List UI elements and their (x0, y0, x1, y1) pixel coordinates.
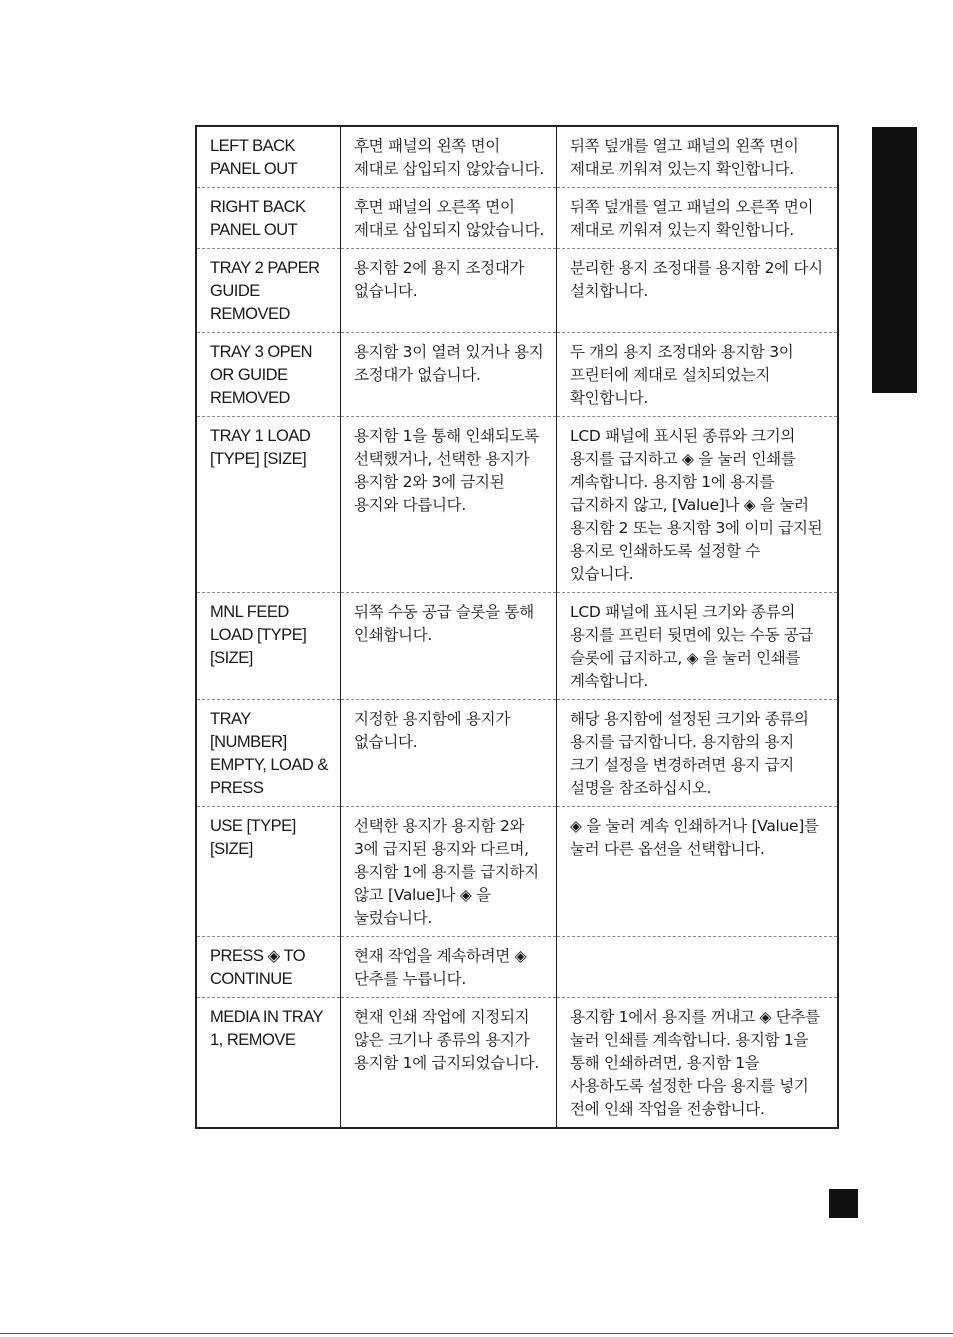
message-cell: RIGHT BACK PANEL OUT (196, 188, 341, 249)
message-cell: USE [TYPE] [SIZE] (196, 807, 341, 937)
table-row (196, 807, 838, 937)
table-row (196, 700, 838, 807)
message-cell: MEDIA IN TRAY 1, REMOVE (196, 998, 341, 1129)
table-body (196, 126, 838, 1128)
table-row (196, 593, 838, 700)
description-cell: 현재 작업을 계속하려면 ◈ 단추를 누릅니다. (341, 937, 557, 998)
description-cell: 후면 패널의 오른쪽 면이 제대로 삽입되지 않았습니다. (341, 188, 557, 249)
table-row (196, 249, 838, 333)
description-cell: 용지함 2에 용지 조정대가 없습니다. (341, 249, 557, 333)
page-bottom-rule (0, 1333, 953, 1334)
action-cell: 뒤쪽 덮개를 열고 패널의 왼쪽 면이 제대로 끼워져 있는지 확인합니다. (557, 126, 839, 188)
description-cell: 지정한 용지함에 용지가 없습니다. (341, 700, 557, 807)
message-cell: MNL FEED LOAD [TYPE] [SIZE] (196, 593, 341, 700)
action-cell: LCD 패널에 표시된 종류와 크기의 용지를 급지하고 ◈ 을 눌러 인쇄를 계속합니다. 용지함 1에 용지를 급지하지 않고, [Value]나 ◈ 을 눌러 용지함 2 또는 용지함 3에 이미 급지된 용지로 인쇄하도록 설정할 수 있습니다. (557, 417, 839, 593)
page-marker (829, 1189, 858, 1218)
description-cell: 후면 패널의 왼쪽 면이 제대로 삽입되지 않았습니다. (341, 126, 557, 188)
table-row (196, 188, 838, 249)
action-cell: 해당 용지함에 설정된 크기와 종류의 용지를 급지합니다. 용지함의 용지 크기 설정을 변경하려면 용지 급지 설명을 참조하십시오. (557, 700, 839, 807)
description-cell: 용지함 1을 통해 인쇄되도록 선택했거나, 선택한 용지가 용지함 2와 3에 금지된 용지와 다릅니다. (341, 417, 557, 593)
table-row (196, 126, 838, 188)
action-cell: 두 개의 용지 조정대와 용지함 3이 프린터에 제대로 설치되었는지 확인합니다. (557, 333, 839, 417)
table-row (196, 417, 838, 593)
message-cell: LEFT BACK PANEL OUT (196, 126, 341, 188)
message-cell: PRESS ◈ TO CONTINUE (196, 937, 341, 998)
action-cell (557, 937, 839, 998)
table-row (196, 333, 838, 417)
description-cell: 선택한 용지가 용지함 2와 3에 급지된 용지와 다르며, 용지함 1에 용지를 급지하지 않고 [Value]나 ◈ 을 눌렀습니다. (341, 807, 557, 937)
action-cell: 용지함 1에서 용지를 꺼내고 ◈ 단추를 눌러 인쇄를 계속합니다. 용지함 1을 통해 인쇄하려면, 용지함 1을 사용하도록 설정한 다음 용지를 넣기 전에 인쇄 작업을 전송합니다. (570, 1008, 820, 1118)
action-cell: LCD 패널에 표시된 크기와 종류의 용지를 프린터 뒷면에 있는 수동 공급 슬롯에 급지하고, ◈ 을 눌러 인쇄를 계속합니다. (557, 593, 839, 700)
action-cell: 뒤쪽 덮개를 열고 패널의 오른쪽 면이 제대로 끼워져 있는지 확인합니다. (557, 188, 839, 249)
action-cell: ◈ 을 눌러 계속 인쇄하거나 [Value]를 눌러 다른 옵션을 선택합니다. (557, 807, 839, 937)
message-cell: TRAY 2 PAPER GUIDE REMOVED (196, 249, 341, 333)
message-cell: TRAY [NUMBER] EMPTY, LOAD & PRESS (196, 700, 341, 807)
action-cell: 분리한 용지 조정대를 용지함 2에 다시 설치합니다. (557, 249, 839, 333)
table-row (196, 998, 838, 1129)
error-message-table (195, 125, 839, 1129)
table-row (196, 937, 838, 998)
description-cell: 뒤쪽 수동 공급 슬롯을 통해 인쇄합니다. (341, 593, 557, 700)
message-cell: TRAY 1 LOAD [TYPE] [SIZE] (196, 417, 341, 593)
section-tab-marker (872, 127, 917, 393)
description-cell: 용지함 3이 열려 있거나 용지 조정대가 없습니다. (341, 333, 557, 417)
description-cell: 현재 인쇄 작업에 지정되지 않은 크기나 종류의 용지가 용지함 1에 급지되었습니다. (341, 998, 557, 1129)
message-cell: TRAY 3 OPEN OR GUIDE REMOVED (196, 333, 341, 417)
